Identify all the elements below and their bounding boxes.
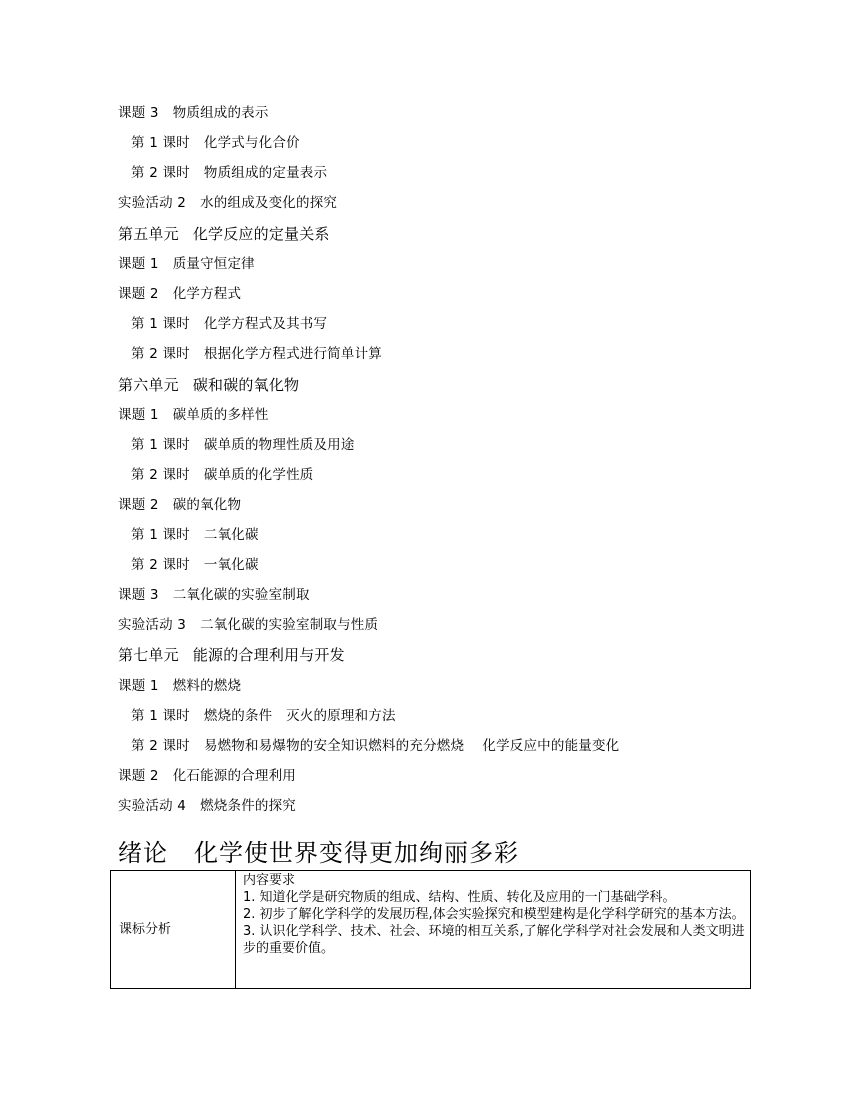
toc-entry-title: 二氧化碳 xyxy=(203,527,259,543)
row-label: 课标分析 xyxy=(119,922,172,937)
toc-entry xyxy=(131,707,396,725)
toc-entry-title: 燃烧条件的探究 xyxy=(200,798,296,814)
toc-entry-title: 物质组成的定量表示 xyxy=(203,165,328,181)
toc-unit-heading xyxy=(118,224,330,244)
toc-entry xyxy=(131,134,300,152)
toc-entry-title: 化学方程式及其书写 xyxy=(203,316,328,332)
toc-entry xyxy=(131,436,355,454)
toc-entry-prefix: 第六单元 xyxy=(118,376,179,394)
toc-entry-title: 化学反应的定量关系 xyxy=(192,225,330,243)
toc-entry xyxy=(131,556,259,574)
toc-entry-title: 水的组成及变化的探究 xyxy=(200,195,338,211)
toc-entry xyxy=(131,526,259,544)
toc-entry xyxy=(118,104,269,122)
toc-entry-prefix: 实验活动 3 xyxy=(118,617,187,633)
toc-entry-prefix: 第 2 课时 xyxy=(131,467,190,483)
toc-entry xyxy=(118,797,296,815)
toc-entry-title: 燃料的燃烧 xyxy=(172,678,242,694)
toc-entry-title: 化学方程式 xyxy=(172,286,242,302)
toc-unit-heading xyxy=(118,375,299,395)
toc-unit-heading xyxy=(118,645,345,665)
toc-entry-title: 碳单质的化学性质 xyxy=(203,467,314,483)
toc-entry-title: 碳单质的多样性 xyxy=(172,407,269,423)
toc-entry xyxy=(118,194,337,212)
toc-entry xyxy=(131,164,327,182)
table-row xyxy=(111,871,751,989)
toc-entry xyxy=(118,285,241,303)
toc-entry-prefix: 第 1 课时 xyxy=(131,135,190,151)
toc-entry-title: 化石能源的合理利用 xyxy=(172,768,296,784)
requirement-item: 3. 认识化学科学、技术、社会、环境的相互关系,了解化学科学对社会发展和人类文明进步的重要价值。 xyxy=(243,924,745,956)
toc-entry-prefix: 第 1 课时 xyxy=(131,708,190,724)
toc-entry xyxy=(131,345,382,363)
toc-entry xyxy=(118,496,241,514)
toc-entry-prefix: 第 1 课时 xyxy=(131,437,190,453)
toc-entry-prefix: 课题 2 xyxy=(118,768,159,784)
toc-entry-prefix: 第七单元 xyxy=(118,646,179,664)
toc-entry xyxy=(118,586,310,604)
content-cell xyxy=(236,871,751,989)
toc-entry-title: 碳单质的物理性质及用途 xyxy=(203,437,355,453)
toc-entry xyxy=(118,255,255,273)
toc-entry-title: 根据化学方程式进行简单计算 xyxy=(203,346,382,362)
curriculum-analysis-table xyxy=(110,870,751,989)
toc-entry-prefix: 第 2 课时 xyxy=(131,165,190,181)
toc-entry-title: 物质组成的表示 xyxy=(172,105,269,121)
toc-entry xyxy=(131,737,619,755)
toc-entry-title: 质量守恒定律 xyxy=(172,256,255,272)
requirement-item: 2. 初步了解化学科学的发展历程,体会实验探究和模型建构是化学科学研究的基本方法。 xyxy=(243,907,745,922)
chapter-prefix: 绪论 xyxy=(118,839,168,867)
requirements-heading: 内容要求 xyxy=(243,873,296,888)
toc-entry-title: 二氧化碳的实验室制取 xyxy=(172,587,310,603)
requirement-item: 1. 知道化学是研究物质的组成、结构、性质、转化及应用的一门基础学科。 xyxy=(243,890,676,905)
toc-entry-title: 能源的合理利用与开发 xyxy=(192,646,345,664)
toc-entry-prefix: 实验活动 4 xyxy=(118,798,187,814)
toc-entry-title: 易燃物和易爆物的安全知识燃料的充分燃烧 化学反应中的能量变化 xyxy=(203,738,620,754)
toc-entry-title: 碳和碳的氧化物 xyxy=(192,376,300,394)
chapter-title xyxy=(118,837,519,869)
toc-entry-prefix: 课题 1 xyxy=(118,256,159,272)
toc-entry-prefix: 课题 2 xyxy=(118,497,159,513)
toc-entry xyxy=(131,466,313,484)
row-label-cell xyxy=(111,871,236,989)
toc-entry-title: 燃烧的条件 灭火的原理和方法 xyxy=(203,708,396,724)
toc-entry xyxy=(131,315,327,333)
toc-entry-title: 二氧化碳的实验室制取与性质 xyxy=(200,617,379,633)
toc-entry-prefix: 课题 2 xyxy=(118,286,159,302)
toc-entry-prefix: 课题 1 xyxy=(118,678,159,694)
toc-entry xyxy=(118,677,241,695)
toc-entry-prefix: 课题 3 xyxy=(118,105,159,121)
toc-entry-prefix: 课题 3 xyxy=(118,587,159,603)
toc-entry xyxy=(118,406,269,424)
toc-entry-prefix: 实验活动 2 xyxy=(118,195,187,211)
toc-entry xyxy=(118,616,378,634)
toc-entry-title: 碳的氧化物 xyxy=(172,497,242,513)
toc-entry-prefix: 第 1 课时 xyxy=(131,527,190,543)
toc-entry-prefix: 第 2 课时 xyxy=(131,738,190,754)
toc-entry-prefix: 第 2 课时 xyxy=(131,346,190,362)
toc-entry-title: 一氧化碳 xyxy=(203,557,259,573)
toc-entry-prefix: 课题 1 xyxy=(118,407,159,423)
toc-entry-title: 化学式与化合价 xyxy=(203,135,300,151)
toc-entry xyxy=(118,767,296,785)
toc-entry-prefix: 第五单元 xyxy=(118,225,179,243)
toc-entry-prefix: 第 1 课时 xyxy=(131,316,190,332)
toc-entry-prefix: 第 2 课时 xyxy=(131,557,190,573)
chapter-name: 化学使世界变得更加绚丽多彩 xyxy=(194,839,519,867)
